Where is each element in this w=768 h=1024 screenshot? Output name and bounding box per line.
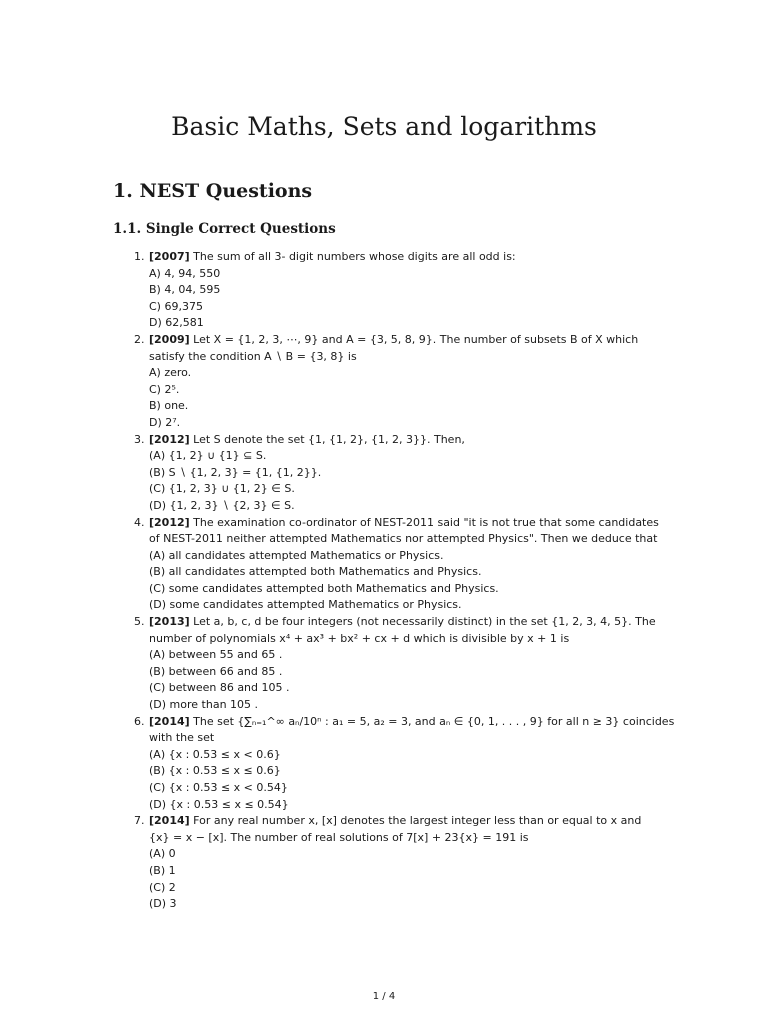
question-number: 1. bbox=[134, 250, 145, 263]
question-year: [2007] bbox=[149, 250, 190, 263]
option: (D) some candidates attempted Mathematics or Physics. bbox=[149, 598, 462, 612]
question-number: 4. bbox=[134, 515, 145, 529]
question-text-continued: {x} = x − [x]. The number of real solutions of 7[x] + 23{x} = 191 is bbox=[149, 830, 529, 844]
question-number: 2. bbox=[134, 332, 145, 346]
question-text: [2014] The set {∑ₙ₌₁^∞ aₙ/10ⁿ : a₁ = 5, a₂ = 3, and aₙ ∈ {0, 1, . . . , 9} for all n ≥ 3} coincides bbox=[149, 714, 675, 728]
question-4 bbox=[134, 515, 659, 615]
option: C) 2⁵. bbox=[149, 382, 180, 396]
question-text-continued: satisfy the condition A ∖ B = {3, 8} is bbox=[149, 349, 357, 363]
option: (C) 2 bbox=[149, 880, 176, 894]
question-text-continued: with the set bbox=[149, 731, 215, 745]
option: (C) some candidates attempted both Mathematics and Physics. bbox=[149, 581, 499, 595]
option: (B) 1 bbox=[149, 863, 176, 877]
question-year: [2013] bbox=[149, 615, 190, 629]
question-5 bbox=[134, 614, 656, 714]
question-year: [2012] bbox=[149, 432, 190, 446]
question-year: [2014] bbox=[149, 814, 190, 828]
option: (A) {x : 0.53 ≤ x < 0.6} bbox=[149, 747, 281, 761]
document-title: Basic Maths, Sets and logarithms bbox=[171, 112, 597, 141]
question-2 bbox=[134, 332, 649, 432]
question-year: [2014] bbox=[149, 714, 190, 728]
option: (B) {x : 0.53 ≤ x ≤ 0.6} bbox=[149, 764, 281, 778]
question-text: [2014] For any real number x, [x] denotes the largest integer less than or equal to x and bbox=[149, 814, 642, 828]
question-1 bbox=[134, 249, 649, 332]
page-number: 1 / 4 bbox=[372, 991, 396, 1002]
question-number: 5. bbox=[134, 615, 145, 629]
question-number: 6. bbox=[134, 714, 145, 728]
question-text-continued: number of polynomials x⁴ + ax³ + bx² + cx + d which is divisible by x + 1 is bbox=[149, 631, 570, 645]
question-text: [2007] The sum of all 3- digit numbers whose digits are all odd is: bbox=[149, 250, 516, 263]
option: (D) 3 bbox=[149, 897, 177, 911]
option: (B) between 66 and 85 . bbox=[149, 664, 283, 678]
option: (C) between 86 and 105 . bbox=[149, 681, 290, 695]
question-3 bbox=[134, 432, 649, 515]
section-heading: 1. NEST Questions bbox=[113, 180, 313, 202]
option: D) 62,581 bbox=[149, 316, 204, 330]
option: (C) {1, 2, 3} ∪ {1, 2} ∈ S. bbox=[149, 482, 295, 496]
option: C) 69,375 bbox=[149, 299, 203, 313]
question-year: [2012] bbox=[149, 515, 190, 529]
question-text: [2013] Let a, b, c, d be four integers (not necessarily distinct) in the set {1, 2, 3, 4, 5}. The bbox=[149, 615, 656, 629]
option: D) 2⁷. bbox=[149, 415, 181, 429]
subsection-heading: 1.1. Single Correct Questions bbox=[113, 221, 336, 237]
option: (B) all candidates attempted both Mathematics and Physics. bbox=[149, 565, 482, 579]
option: (C) {x : 0.53 ≤ x < 0.54} bbox=[149, 781, 288, 794]
question-text: [2012] The examination co-ordinator of NEST-2011 said "it is not true that some candidates bbox=[149, 515, 659, 529]
question-number: 7. bbox=[134, 814, 145, 828]
question-text: [2012] Let S denote the set {1, {1, 2}, {1, 2, 3}}. Then, bbox=[149, 432, 465, 446]
option: (D) more than 105 . bbox=[149, 698, 259, 712]
option: B) one. bbox=[149, 399, 189, 413]
question-text-continued: of NEST-2011 neither attempted Mathematics nor attempted Physics". Then we deduce that bbox=[149, 532, 658, 546]
option: (A) between 55 and 65 . bbox=[149, 648, 283, 662]
question-text: [2009] Let X = {1, 2, 3, ⋯, 9} and A = {3, 5, 8, 9}. The number of subsets B of X which bbox=[149, 332, 639, 346]
option: (B) S ∖ {1, 2, 3} = {1, {1, 2}}. bbox=[149, 465, 322, 479]
option: (D) {x : 0.53 ≤ x ≤ 0.54} bbox=[149, 797, 289, 811]
question-6 bbox=[134, 714, 675, 814]
question-year: [2009] bbox=[149, 332, 190, 346]
option: A) 4, 94, 550 bbox=[149, 266, 221, 280]
option: (A) {1, 2} ∪ {1} ⊆ S. bbox=[149, 449, 267, 463]
option: (A) 0 bbox=[149, 847, 176, 861]
option: (D) {1, 2, 3} ∖ {2, 3} ∈ S. bbox=[149, 498, 295, 512]
option: B) 4, 04, 595 bbox=[149, 283, 221, 297]
question-list bbox=[134, 249, 675, 913]
question-7 bbox=[134, 813, 649, 913]
option: A) zero. bbox=[149, 366, 192, 380]
option: (A) all candidates attempted Mathematics or Physics. bbox=[149, 548, 444, 562]
question-number: 3. bbox=[134, 432, 145, 446]
